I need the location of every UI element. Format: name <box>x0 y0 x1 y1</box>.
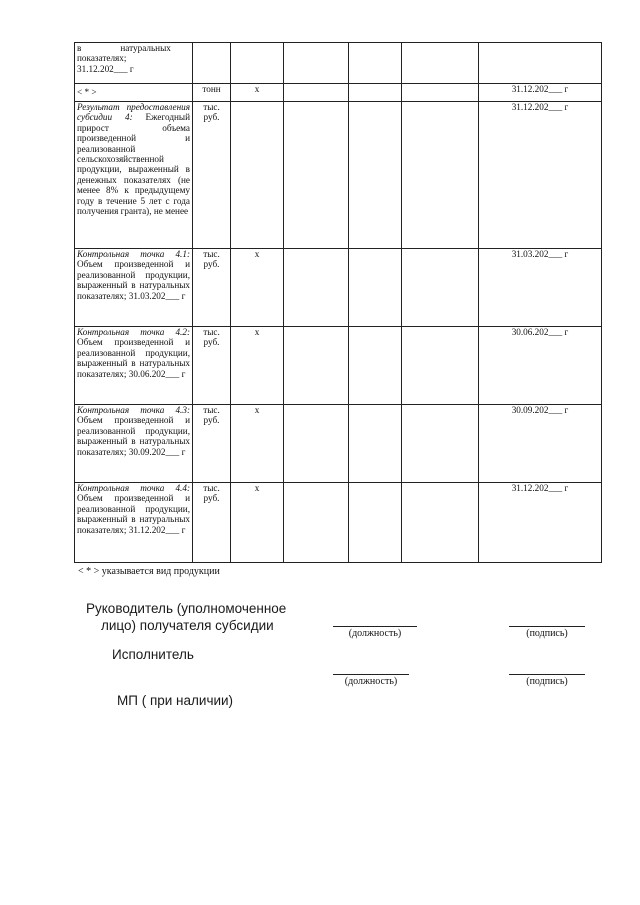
executor-signature-line <box>509 674 585 675</box>
value-cell <box>284 43 349 84</box>
indicator-text: Объем произведенной и реализованной продукции, выраженный в натуральных показателях; <box>77 337 190 379</box>
footnote: < * > указывается вид продукции <box>78 566 220 577</box>
unit-cell <box>193 405 231 483</box>
stamp-label: МП ( при наличии) <box>117 693 234 708</box>
indicator-cell <box>75 249 193 327</box>
unit-text: тыс. руб. <box>203 249 220 270</box>
x-mark-cell <box>231 84 284 102</box>
value-cell <box>349 43 402 84</box>
value-cell <box>349 327 402 405</box>
unit-text: тыс. руб. <box>203 327 220 348</box>
signature-caption: (подпись) <box>526 628 568 639</box>
unit-cell <box>193 483 231 563</box>
value-cell <box>402 483 479 563</box>
value-cell <box>284 483 349 563</box>
x-mark-text: х <box>254 483 260 493</box>
unit-text: тыс. руб. <box>203 483 220 504</box>
indicator-cell <box>75 483 193 563</box>
indicator-cell <box>75 102 193 249</box>
table-row <box>75 43 602 84</box>
unit-cell <box>193 102 231 249</box>
signature-line <box>509 626 585 627</box>
value-cell <box>402 102 479 249</box>
indicator-text: в натуральных показателях; 31.12.202___ г <box>77 43 171 74</box>
date-cell <box>479 102 602 249</box>
date-cell <box>479 43 602 84</box>
date-cell <box>479 483 602 563</box>
x-mark-cell <box>231 483 284 563</box>
value-cell <box>349 405 402 483</box>
unit-cell <box>193 43 231 84</box>
value-cell <box>349 84 402 102</box>
value-cell <box>402 405 479 483</box>
date-cell <box>479 249 602 327</box>
indicator-text: Объем произведенной и реализованной продукции, выраженный в натуральных показателях; <box>77 493 190 535</box>
executor-position-caption: (должность) <box>344 676 398 687</box>
position-signature-line <box>333 626 417 627</box>
value-cell <box>402 84 479 102</box>
x-mark-text: х <box>254 405 260 415</box>
unit-text: тыс. руб. <box>203 102 220 123</box>
value-cell <box>402 327 479 405</box>
table-row <box>75 102 602 249</box>
checkpoint-label: Контрольная точка 4.3: <box>77 405 190 415</box>
indicator-text: Объем произведенной и реализованной продукции, выраженный в натуральных показателях; <box>77 415 190 457</box>
indicator-text: Объем произведенной и реализованной продукции, выраженный в натуральных показателях; <box>77 259 190 301</box>
value-cell <box>349 102 402 249</box>
indicator-cell <box>75 84 193 102</box>
unit-cell <box>193 327 231 405</box>
unit-text: тыс. руб. <box>203 405 220 426</box>
checkpoint-label: Контрольная точка 4.4: <box>77 483 190 493</box>
date-text: 31.12.202___ г <box>511 84 569 94</box>
x-mark-cell <box>231 102 284 249</box>
value-cell <box>402 249 479 327</box>
indicator-cell <box>75 327 193 405</box>
indicator-text: < * > <box>77 87 97 98</box>
executor-signature-caption: (подпись) <box>526 676 568 687</box>
indicator-date: 30.09.202___ г <box>128 446 186 457</box>
indicator-cell <box>75 43 193 84</box>
date-text: 31.12.202___ г <box>511 483 569 493</box>
table-row <box>75 483 602 563</box>
head-title-line1: Руководитель (уполномоченное <box>86 601 287 616</box>
value-cell <box>284 249 349 327</box>
executor-title: Исполнитель <box>112 647 194 662</box>
date-cell <box>479 405 602 483</box>
head-title-line2: лицо) получателя субсидии <box>101 618 274 633</box>
date-text: 30.09.202___ г <box>511 405 569 415</box>
position-caption: (должность) <box>348 628 402 639</box>
checkpoint-label: Контрольная точка 4.2: <box>77 327 190 337</box>
executor-position-line <box>333 674 409 675</box>
value-cell <box>349 249 402 327</box>
x-mark-cell <box>231 43 284 84</box>
table-row <box>75 84 602 102</box>
report-table <box>74 42 602 563</box>
value-cell <box>284 405 349 483</box>
unit-cell <box>193 249 231 327</box>
x-mark-cell <box>231 405 284 483</box>
indicator-cell <box>75 405 193 483</box>
value-cell <box>284 84 349 102</box>
table-row <box>75 405 602 483</box>
date-cell <box>479 84 602 102</box>
unit-cell <box>193 84 231 102</box>
x-mark-text: х <box>254 249 260 259</box>
value-cell <box>402 43 479 84</box>
date-text: 31.12.202___ г <box>511 102 569 112</box>
indicator-date: 31.03.202___ г <box>128 290 186 301</box>
result-label: Результат предоставления субсидии 4: <box>77 102 190 123</box>
value-cell <box>349 483 402 563</box>
date-cell <box>479 327 602 405</box>
x-mark-text: х <box>254 327 260 337</box>
indicator-text: Ежегодный прирост объема произведенной и реализованной сельскохозяйственной продукции, выраженный в денежных показателях (не менее 8% к предыдущему году в течение 5 лет с года получения гранта), не менее <box>77 112 190 217</box>
table-row <box>75 249 602 327</box>
table-row <box>75 327 602 405</box>
checkpoint-label: Контрольная точка 4.1: <box>77 249 190 259</box>
indicator-date: 30.06.202___ г <box>128 368 186 379</box>
value-cell <box>284 327 349 405</box>
indicator-date: 31.12.202___ г <box>128 524 186 535</box>
date-text: 30.06.202___ г <box>511 327 569 337</box>
x-mark-text: х <box>254 84 260 94</box>
x-mark-cell <box>231 249 284 327</box>
value-cell <box>284 102 349 249</box>
date-text: 31.03.202___ г <box>511 249 569 259</box>
unit-text: тонн <box>202 84 221 94</box>
x-mark-cell <box>231 327 284 405</box>
